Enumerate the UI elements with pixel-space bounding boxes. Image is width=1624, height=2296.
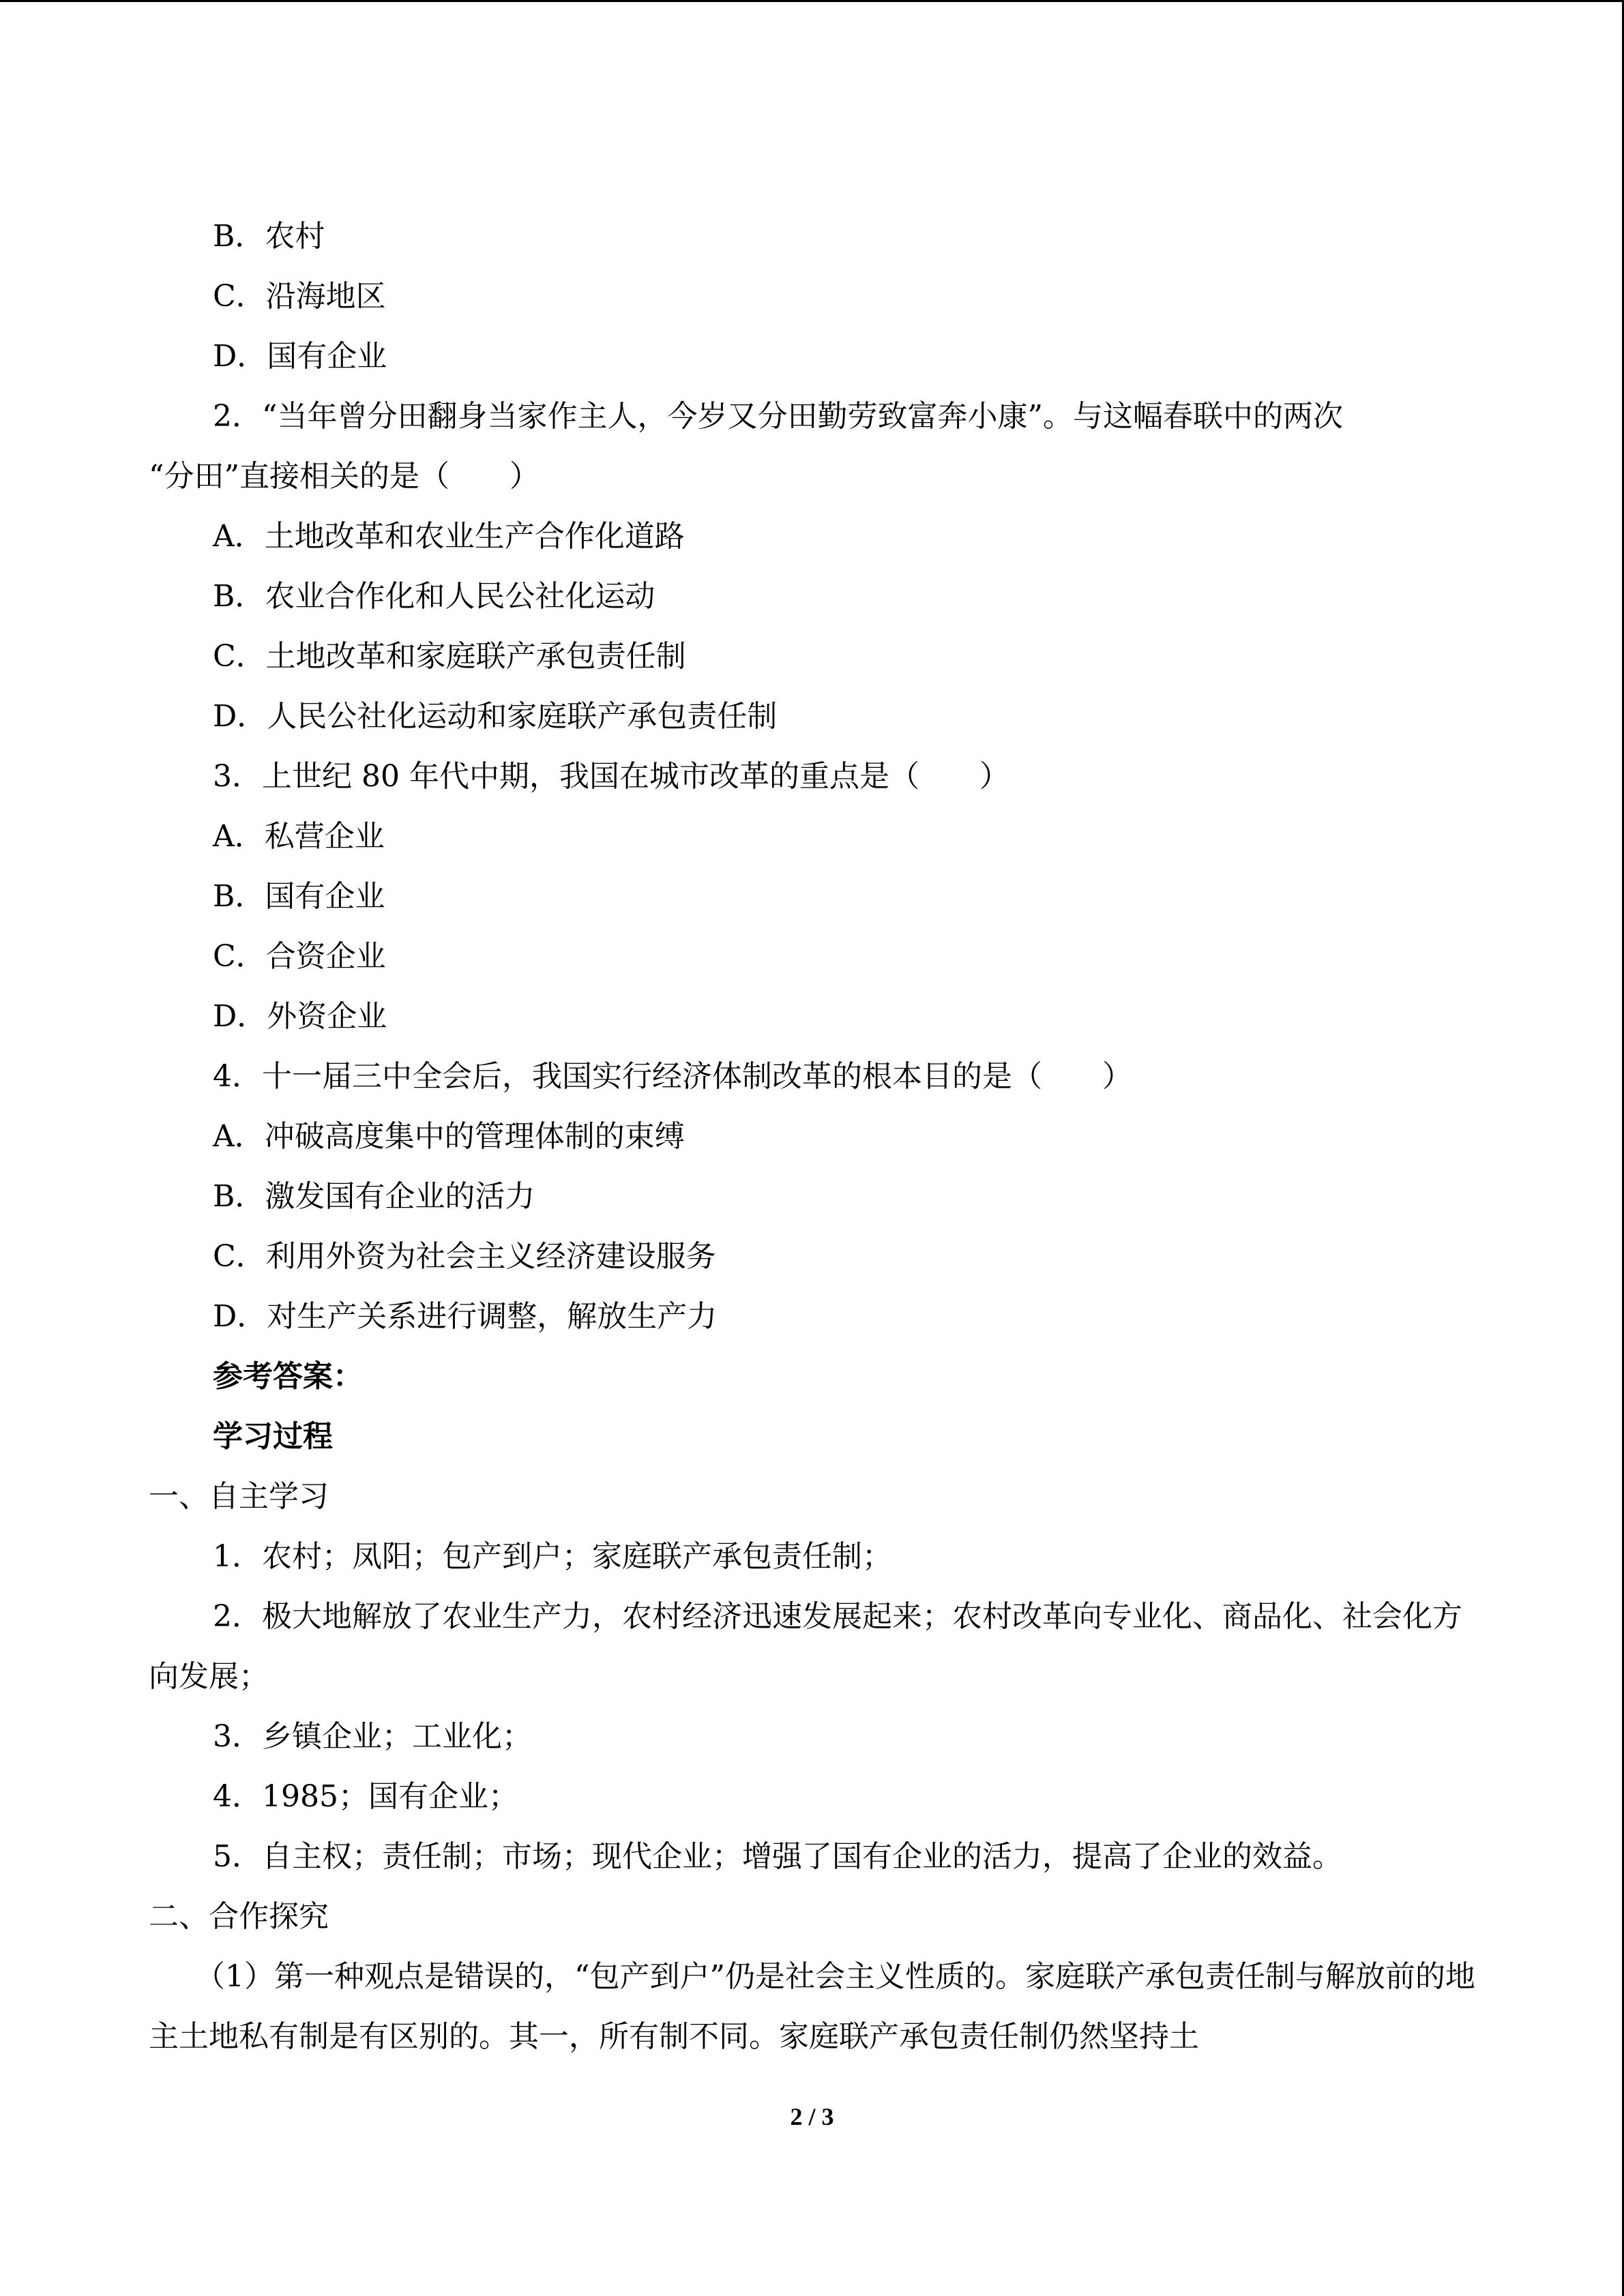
q1-option-b: B．农村 — [213, 219, 325, 254]
answers-heading: 参考答案： — [213, 1359, 363, 1394]
section2-paragraph: （1）第一种观点是错误的，“包产到户”仍是社会主义性质的。家庭联产承包责任制与解放前的地主土地私有制是有区别的。其一，所有制不同。家庭联产承包责任制仍然坚持土 — [149, 1959, 1475, 2054]
page-content — [149, 207, 1486, 2067]
section1-title: 一、自主学习 — [149, 1479, 329, 1514]
q4-option-b: B．激发国有企业的活力 — [213, 1179, 535, 1214]
q3-option-a: A．私营企业 — [213, 819, 385, 854]
q4-stem: 4．十一届三中全会后，我国实行经济体制改革的根本目的是（ ） — [213, 1059, 1132, 1094]
section2-title: 二、合作探究 — [149, 1899, 329, 1934]
page-number: 2 / 3 — [790, 2103, 834, 2130]
section1-item-3: 3．乡镇企业；工业化； — [213, 1719, 532, 1754]
q2-stem-line1: 2．“当年曾分田翻身当家作主人，今岁又分田勤劳致富奔小康”。与这幅春联中的两次 — [213, 399, 1343, 434]
q3-option-d: D．外资企业 — [213, 999, 387, 1034]
section1-item-2: 2．极大地解放了农业生产力，农村经济迅速发展起来；农村改革向专业化、商品化、社会化方向发展； — [149, 1599, 1462, 1694]
q2-option-b: B．农业合作化和人民公社化运动 — [213, 579, 655, 614]
q4-option-d: D．对生产关系进行调整，解放生产力 — [213, 1299, 718, 1334]
q2-stem-line2: “分田”直接相关的是（ ） — [149, 459, 540, 494]
answers-subheading: 学习过程 — [213, 1419, 333, 1454]
q2-option-a: A．土地改革和农业生产合作化道路 — [213, 519, 685, 554]
q4-option-c: C．利用外资为社会主义经济建设服务 — [213, 1239, 716, 1274]
q1-option-c: C．沿海地区 — [213, 279, 386, 314]
q2-option-d: D．人民公社化运动和家庭联产承包责任制 — [213, 699, 778, 734]
q2-option-c: C．土地改革和家庭联产承包责任制 — [213, 639, 686, 674]
q3-option-b: B．国有企业 — [213, 879, 385, 914]
q4-option-a: A．冲破高度集中的管理体制的束缚 — [213, 1119, 685, 1154]
q1-option-d: D．国有企业 — [213, 339, 387, 374]
q3-option-c: C．合资企业 — [213, 939, 386, 974]
section1-item-1: 1．农村；凤阳；包产到户；家庭联产承包责任制； — [213, 1539, 892, 1574]
q3-stem: 3．上世纪 80 年代中期，我国在城市改革的重点是（ ） — [213, 759, 1009, 794]
section1-item-5: 5．自主权；责任制；市场；现代企业；增强了国有企业的活力，提高了企业的效益。 — [213, 1839, 1342, 1874]
section1-item-4: 4．1985；国有企业； — [213, 1779, 518, 1814]
